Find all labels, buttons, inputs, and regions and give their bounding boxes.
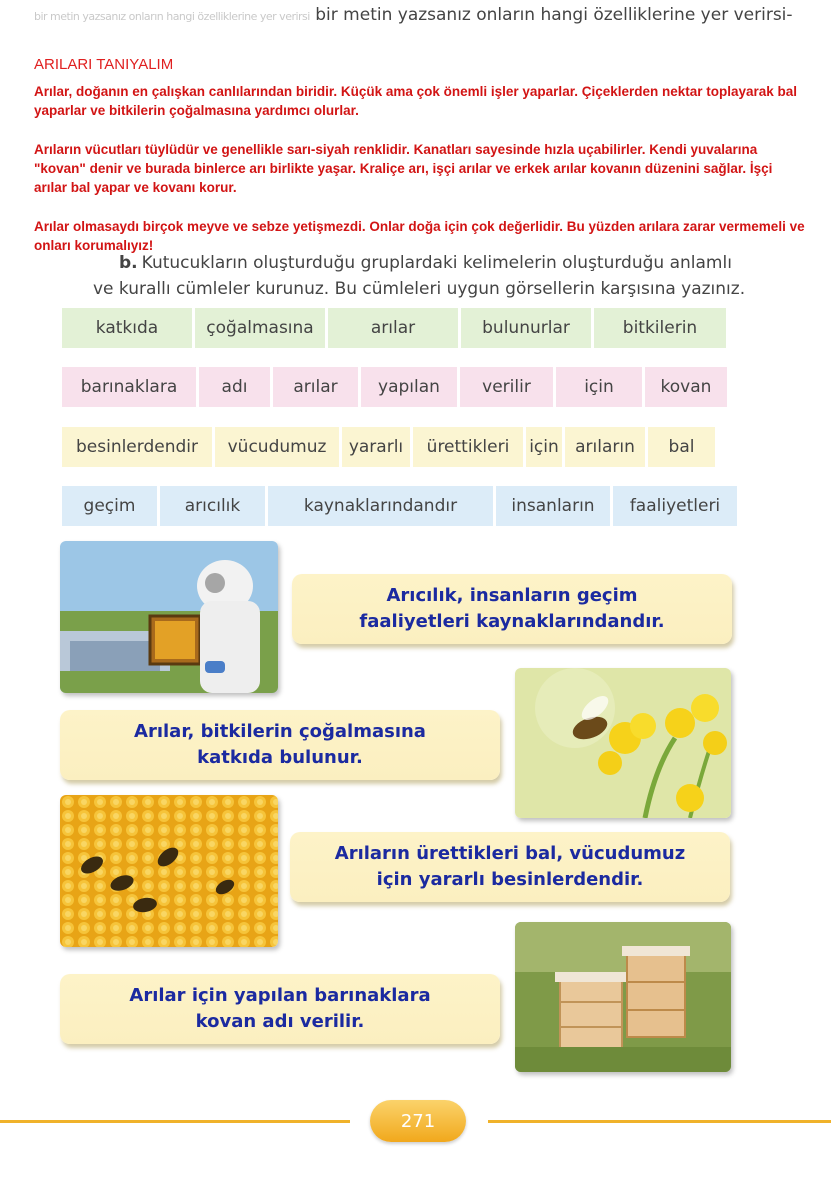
word-box: bitkilerin [594, 308, 726, 348]
word-box: yapılan [361, 367, 457, 407]
answer-1-line-2: faaliyetleri kaynaklarındandır. [359, 611, 665, 632]
word-row-yellow [62, 427, 715, 467]
answer-2-line-1: Arılar, bitkilerin çoğalmasına [134, 721, 426, 742]
word-box: bal [648, 427, 715, 467]
word-box: faaliyetleri [613, 486, 737, 526]
instruction-line-2: ve kurallı cümleler kurunuz. Bu cümleleri uygun görsellerin karşısına yazınız. [93, 279, 746, 299]
word-row-blue [62, 486, 737, 526]
top-line-text: bir metin yazsanız onların hangi özelliklerine yer verirsi- [315, 5, 793, 25]
footer-line-right [488, 1120, 831, 1123]
section-title: ARILARI TANIYALIM [34, 56, 174, 73]
top-cut-line [34, 5, 794, 25]
word-box: vücudumuz [215, 427, 339, 467]
word-box: arıcılık [160, 486, 265, 526]
answer-box-3 [290, 832, 730, 902]
word-box: arılar [328, 308, 458, 348]
faded-overlay-text: bir metin yazsanız onların hangi özelliklerine yer verirsi [34, 10, 310, 23]
answer-3-line-2: için yararlı besinlerdendir. [376, 869, 644, 890]
exercise-letter: b. [119, 253, 138, 273]
answer-2-line-2: katkıda bulunur. [197, 747, 363, 768]
answer-1-line-1: Arıcılık, insanların geçim [386, 585, 638, 606]
word-box: yararlı [342, 427, 410, 467]
answer-4-line-2: kovan adı verilir. [195, 1011, 365, 1032]
word-box: kovan [645, 367, 727, 407]
answer-box-4 [60, 974, 500, 1044]
word-box: besinlerdendir [62, 427, 212, 467]
word-box: verilir [460, 367, 553, 407]
answer-3-line-1: Arıların ürettikleri bal, vücudumuz [334, 843, 686, 864]
word-box: ürettikleri [413, 427, 523, 467]
word-box: arılar [273, 367, 358, 407]
word-box: insanların [496, 486, 610, 526]
paragraph-1: Arılar, doğanın en çalışkan canlılarından biridir. Küçük ama çok önemli işler yaparlar. Çiçeklerden nektar toplayarak bal yaparlar ve bitkilerin çoğalmasına yardımcı olurlar. [34, 84, 798, 118]
word-box: kaynaklarındandır [268, 486, 493, 526]
paragraph-3: Arılar olmasaydı birçok meyve ve sebze yetişmezdi. Onlar doğa için çok değerlidir. Bu yüzden arılara zarar vermemeli ve onları korumalıyız! [34, 219, 805, 253]
word-box: çoğalmasına [195, 308, 325, 348]
paragraph-2: Arıların vücutları tüylüdür ve genellikle sarı-siyah renklidir. Kanatları sayesinde hızla uçabilirler. Kendi yuvalarına "kovan" denir ve burada binlerce arı birlikte yaşar. Kraliçe arı, işçi arılar ve erkek arılar kovanın düzenini sağlar. İşçi arılar bal yapar ve kovanı korur. [34, 142, 773, 195]
word-box: geçim [62, 486, 157, 526]
word-row-pink [62, 367, 727, 407]
answer-4-line-1: Arılar için yapılan barınaklara [129, 985, 431, 1006]
beekeeper-photo [60, 541, 278, 693]
honeycomb-bees-photo [60, 795, 278, 947]
word-box: için [556, 367, 642, 407]
page-number: 271 [370, 1100, 466, 1142]
word-box: bulunurlar [461, 308, 591, 348]
word-box: katkıda [62, 308, 192, 348]
answer-box-2 [60, 710, 500, 780]
footer-line-left [0, 1120, 350, 1123]
exercise-instruction [93, 250, 783, 302]
word-row-green [62, 308, 726, 348]
beehives-in-field-photo [515, 922, 731, 1072]
bee-on-flower-photo [515, 668, 731, 818]
word-box: arıların [565, 427, 645, 467]
word-box: için [526, 427, 562, 467]
word-box: barınaklara [62, 367, 196, 407]
answer-box-1 [292, 574, 732, 644]
word-box: adı [199, 367, 270, 407]
instruction-line-1: Kutucukların oluşturduğu gruplardaki kelimelerin oluşturduğu anlamlı [141, 253, 732, 273]
